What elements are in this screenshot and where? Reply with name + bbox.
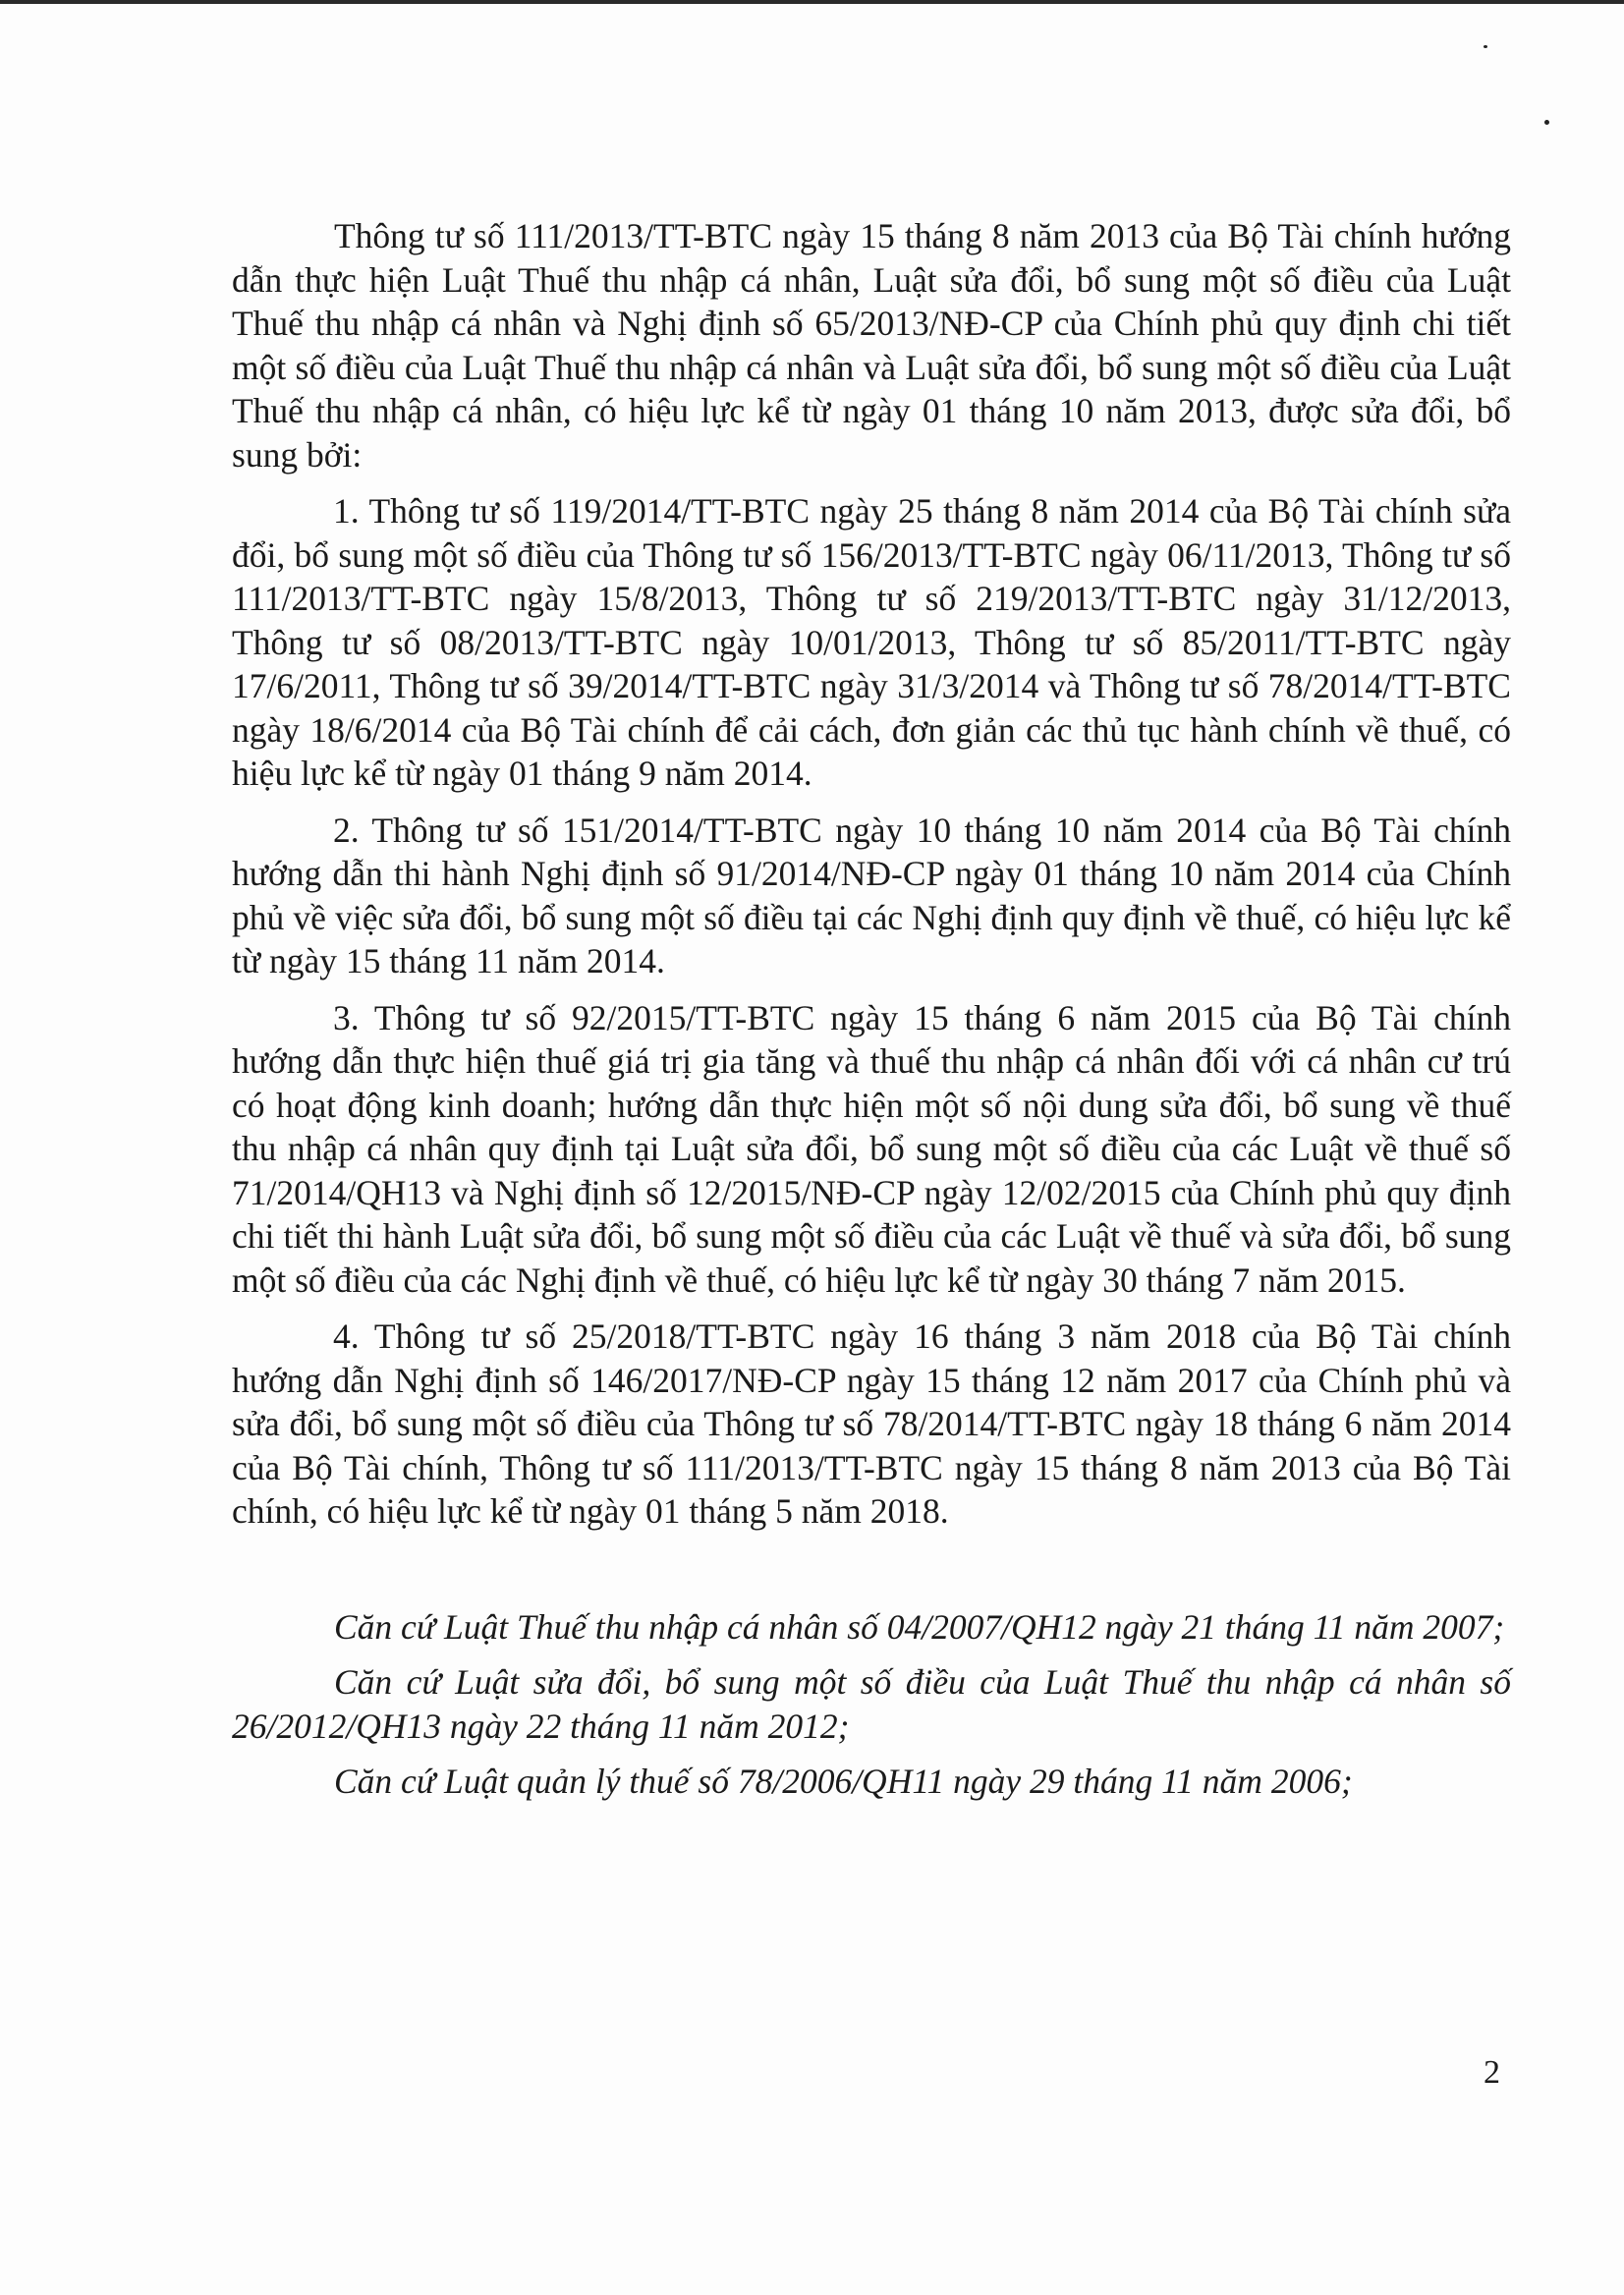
amendment-item-1: 1. Thông tư số 119/2014/TT-BTC ngày 25 tháng 8 năm 2014 của Bộ Tài chính sửa đổi, bổ sung một số điều của Thông tư số 156/2013/TT-BTC ngày 06/11/2013, Thông tư số 111/2013/TT-BTC ngày 15/8/2013, Thông tư số 219/2013/TT-BTC ngày 31/12/2013, Thông tư số 08/2013/TT-BTC ngày 10/01/2013, Thông tư số 85/2011/TT-BTC ngày 17/6/2011, Thông tư số 39/2014/TT-BTC ngày 31/3/2014 và Thông tư số 78/2014/TT-BTC ngày 18/6/2014 của Bộ Tài chính để cải cách, đơn giản các thủ tục hành chính về thuế, có hiệu lực kể từ ngày 01 tháng 9 năm 2014.: [232, 491, 1511, 793]
legal-basis-3: Căn cứ Luật quản lý thuế số 78/2006/QH11 ngày 29 tháng 11 năm 2006;: [334, 1762, 1353, 1801]
scan-top-edge: [0, 0, 1624, 4]
scan-speck: [1544, 120, 1549, 125]
document-body: [232, 214, 1511, 1804]
legal-basis-1: Căn cứ Luật Thuế thu nhập cá nhân số 04/2007/QH12 ngày 21 tháng 11 năm 2007;: [334, 1606, 1505, 1647]
legal-basis-2: Căn cứ Luật sửa đổi, bổ sung một số điều của Luật Thuế thu nhập cá nhân số 26/2012/QH13 ngày 22 tháng 11 năm 2012;: [232, 1662, 1511, 1746]
intro-paragraph: Thông tư số 111/2013/TT-BTC ngày 15 tháng 8 năm 2013 của Bộ Tài chính hướng dẫn thực hiện Luật Thuế thu nhập cá nhân, Luật sửa đổi, bổ sung một số điều của Luật Thuế thu nhập cá nhân và Nghị định số 65/2013/NĐ-CP của Chính phủ quy định chi tiết một số điều của Luật Thuế thu nhập cá nhân và Luật sửa đổi, bổ sung một số điều của Luật Thuế thu nhập cá nhân, có hiệu lực kể từ ngày 01 tháng 10 năm 2013, được sửa đổi, bổ sung bởi:: [232, 216, 1511, 475]
amendment-item-3: 3. Thông tư số 92/2015/TT-BTC ngày 15 tháng 6 năm 2015 của Bộ Tài chính hướng dẫn thực hiện thuế giá trị gia tăng và thuế thu nhập cá nhân đối với cá nhân cư trú có hoạt động kinh doanh; hướng dẫn thực hiện một số nội dung sửa đổi, bổ sung về thuế thu nhập cá nhân quy định tại Luật sửa đổi, bổ sung một số điều của các Luật về thuế số 71/2014/QH13 và Nghị định số 12/2015/NĐ-CP ngày 12/02/2015 của Chính phủ quy định chi tiết thi hành Luật sửa đổi, bổ sung một số điều của các Luật về thuế và sửa đổi, bổ sung một số điều của các Nghị định về thuế, có hiệu lực kể từ ngày 30 tháng 7 năm 2015.: [232, 997, 1511, 1300]
page-number: 2: [1484, 2054, 1500, 2091]
amendment-item-4: 4. Thông tư số 25/2018/TT-BTC ngày 16 tháng 3 năm 2018 của Bộ Tài chính hướng dẫn Nghị định số 146/2017/NĐ-CP ngày 15 tháng 12 năm 2017 của Chính phủ và sửa đổi, bổ sung một số điều của Thông tư số 78/2014/TT-BTC ngày 18 tháng 6 năm 2014 của Bộ Tài chính, Thông tư số 111/2013/TT-BTC ngày 15 tháng 8 năm 2013 của Bộ Tài chính, có hiệu lực kể từ ngày 01 tháng 5 năm 2018.: [232, 1316, 1511, 1531]
amendment-item-2: 2. Thông tư số 151/2014/TT-BTC ngày 10 tháng 10 năm 2014 của Bộ Tài chính hướng dẫn thi hành Nghị định số 91/2014/NĐ-CP ngày 01 tháng 10 năm 2014 của Chính phủ về việc sửa đổi, bổ sung một số điều tại các Nghị định quy định về thuế, có hiệu lực kể từ ngày 15 tháng 11 năm 2014.: [232, 810, 1511, 980]
scan-speck: [1484, 45, 1487, 48]
